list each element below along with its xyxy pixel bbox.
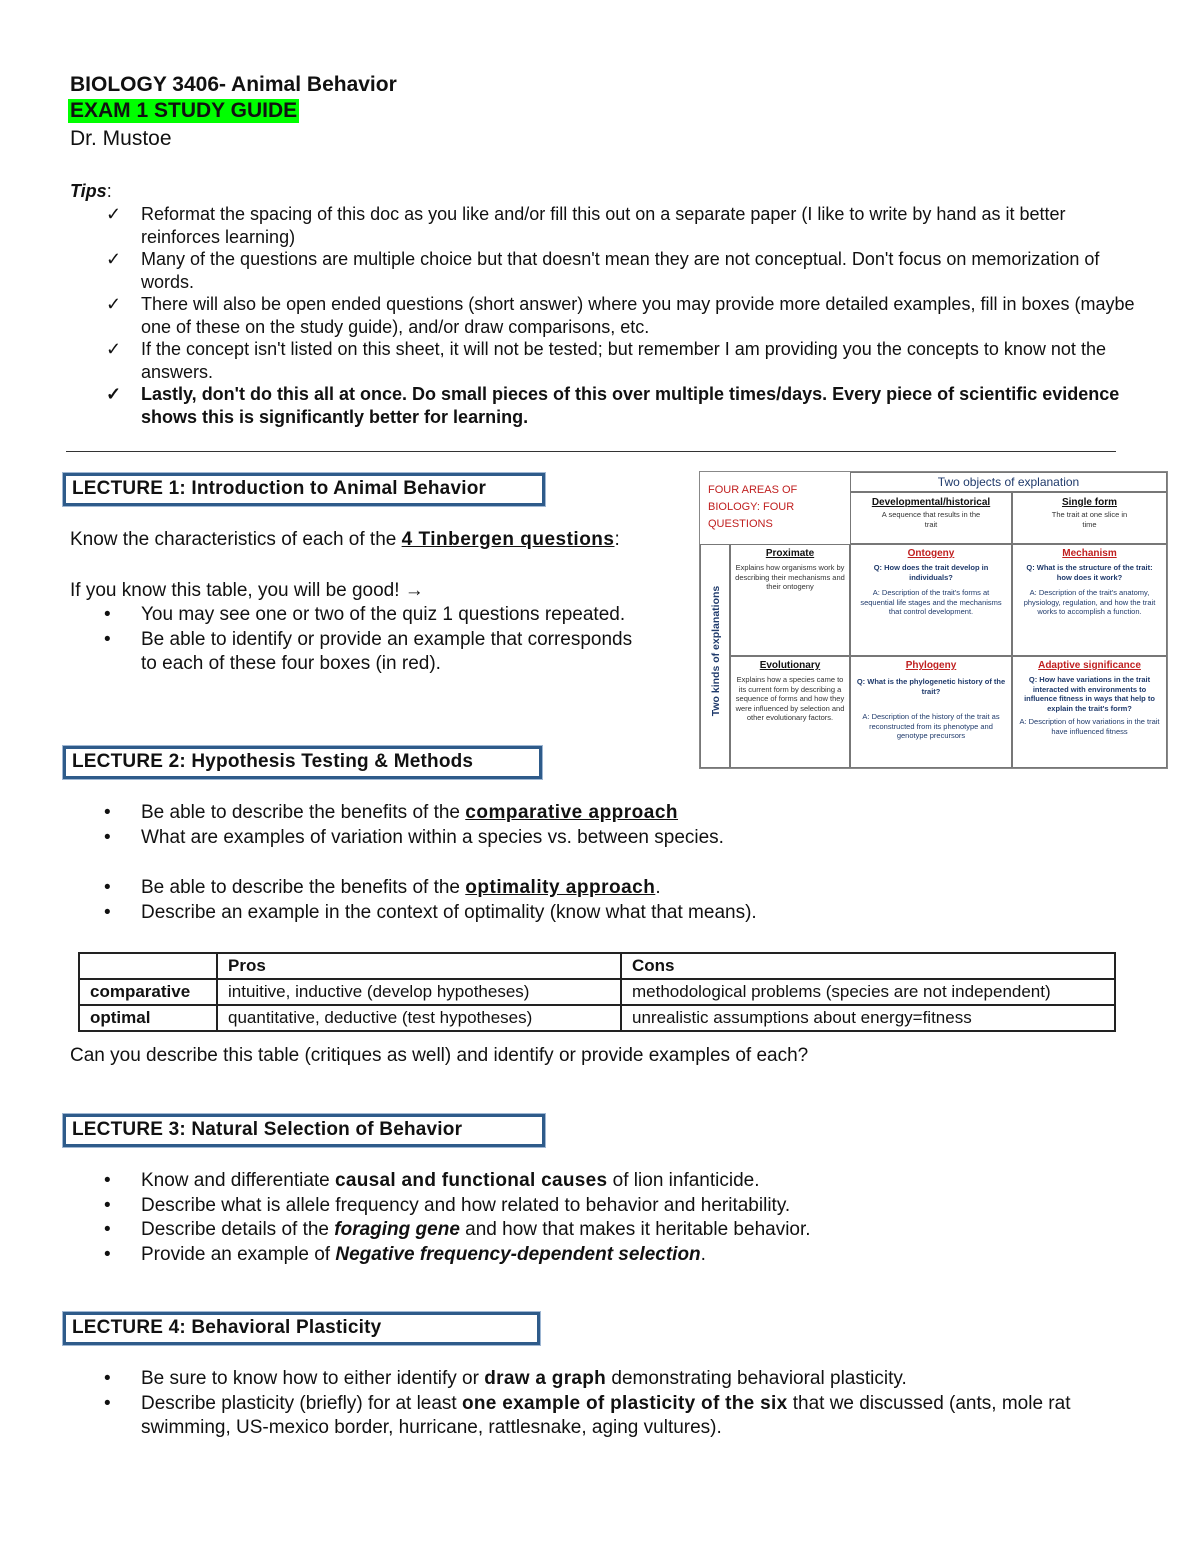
- table-cell: unrealistic assumptions about energy=fitness: [621, 1005, 1115, 1031]
- graph-post: demonstrating behavioral plasticity.: [606, 1368, 907, 1389]
- row-evolutionary-desc: Explains how a species came to its current form by describing a sequence of forms and how they were influenced by selection and other evolutionary factors.: [735, 675, 845, 722]
- exam-title: EXAM 1 STUDY GUIDE: [70, 99, 298, 122]
- check-icon: ✓: [106, 204, 122, 224]
- tinbergen-pre: Know the characteristics of each of the: [70, 529, 402, 550]
- row-proximate-title: Proximate: [765, 548, 815, 559]
- row-evolutionary-title: Evolutionary: [759, 660, 821, 671]
- infanticide-key: causal and functional causes: [335, 1170, 608, 1191]
- list-item-text: [141, 1367, 1101, 1391]
- exam-title-wrap: [68, 99, 299, 123]
- mechanism-cell: [1012, 544, 1167, 656]
- ontogeny-question: Q: How does the trait develop in individuals?: [873, 563, 989, 582]
- adaptive-answer: A: Description of how variations in the trait have influenced fitness: [1019, 717, 1160, 736]
- lecture-3-heading: LECTURE 3: Natural Selection of Behavior: [63, 1114, 545, 1147]
- mechanism-question: Q: What is the structure of the trait: how does it work?: [1026, 563, 1153, 582]
- graph-key: draw a graph: [484, 1368, 607, 1389]
- foraging-key: foraging gene: [334, 1219, 460, 1240]
- col-developmental-title: Developmental/historical: [871, 497, 991, 508]
- table-row: [79, 979, 1115, 1005]
- plasticity-key: one example of plasticity of the six: [462, 1393, 788, 1414]
- foraging-post: and how that makes it heritable behavior.: [459, 1219, 811, 1240]
- course-title: BIOLOGY 3406- Animal Behavior: [70, 73, 397, 96]
- bullet-icon: •: [104, 877, 111, 898]
- pros-cons-table: [78, 952, 1116, 1032]
- col-developmental-desc: A sequence that results in the trait: [881, 510, 981, 529]
- bullet-icon: •: [104, 902, 111, 923]
- adaptive-title: Adaptive significance: [1038, 660, 1141, 671]
- list-item-text: Describe an example in the context of optimality (know what that means).: [141, 902, 757, 923]
- comparative-key: comparative approach: [465, 802, 679, 823]
- bullet-icon: •: [104, 1219, 111, 1240]
- tips-colon: :: [106, 181, 112, 201]
- four-areas-title-cell: [700, 472, 850, 544]
- ontogeny-title: Ontogeny: [907, 548, 955, 559]
- side-label-cell: [700, 544, 730, 768]
- table-cell: intuitive, inductive (develop hypotheses): [217, 979, 621, 1005]
- table-header-cell: Cons: [621, 953, 1115, 979]
- list-item-text: [141, 801, 1101, 825]
- table-header-cell: [79, 953, 217, 979]
- objects-header: Two objects of explanation: [850, 472, 1167, 492]
- tips-heading-text: Tips: [70, 181, 107, 201]
- nfds-key: Negative frequency-dependent selection: [335, 1244, 701, 1265]
- tinbergen-key: 4 Tinbergen questions: [401, 529, 615, 550]
- nfds-pre: Provide an example of: [141, 1244, 336, 1265]
- plasticity-pre: Describe plasticity (briefly) for at least: [141, 1393, 462, 1414]
- comparative-pre: Be able to describe the benefits of the: [141, 802, 466, 823]
- list-item-text: Be able to identify or provide an example that corresponds to each of these four boxes (in red).: [141, 629, 633, 674]
- professor-name: Dr. Mustoe: [70, 127, 172, 150]
- lecture-4-heading: LECTURE 4: Behavioral Plasticity: [63, 1312, 540, 1345]
- adaptive-question: Q: How have variations in the trait interacted with environments to influence fitness in ways that help to explain the trait's form?: [1024, 675, 1155, 713]
- table-cell: comparative: [79, 979, 217, 1005]
- adaptive-cell: [1012, 656, 1167, 768]
- table-row: [79, 953, 1115, 979]
- ontogeny-answer: A: Description of the trait's forms at sequential life stages and the mechanisms that control development.: [860, 588, 1002, 616]
- ontogeny-cell: [850, 544, 1012, 656]
- bullet-icon: •: [104, 1393, 111, 1414]
- row-proximate-desc: Explains how organisms work by describing their mechanisms and their ontogeny: [735, 563, 845, 591]
- col-single-form: [1012, 492, 1167, 544]
- table-header-cell: Pros: [217, 953, 621, 979]
- optimality-pre: Be able to describe the benefits of the: [141, 877, 466, 898]
- table-question: Can you describe this table (critiques as well) and identify or provide examples of each?: [70, 1045, 809, 1066]
- phylogeny-cell: [850, 656, 1012, 768]
- optimality-post: .: [655, 877, 661, 898]
- bullet-icon: •: [104, 827, 111, 848]
- tip-text: There will also be open ended questions (short answer) where you may provide more detailed examples, fill in boxes (maybe one of these on the study guide), and/or draw comparisons, etc.: [141, 294, 1135, 337]
- side-label: Two kinds of explanations: [710, 585, 722, 717]
- list-item-text: You may see one or two of the quiz 1 questions repeated.: [141, 604, 626, 625]
- col-developmental: [850, 492, 1012, 544]
- tinbergen-post: :: [614, 529, 620, 550]
- tips-heading: [70, 181, 112, 202]
- bullet-icon: •: [104, 1170, 111, 1191]
- bullet-icon: •: [104, 1368, 111, 1389]
- tinbergen-line: [70, 529, 620, 551]
- table-row: [79, 1005, 1115, 1031]
- lecture-2-heading: LECTURE 2: Hypothesis Testing & Methods: [63, 746, 542, 779]
- mechanism-answer: A: Description of the trait's anatomy, physiology, regulation, and how the trait works to accomplish a function.: [1023, 588, 1156, 616]
- foraging-pre: Describe details of the: [141, 1219, 335, 1240]
- graph-pre: Be sure to know how to either identify or: [141, 1368, 485, 1389]
- tip-text: Lastly, don't do this all at once. Do small pieces of this over multiple times/days. Every piece of scientific evidence shows this is significantly better for learning.: [141, 384, 1120, 427]
- list-item-text: [141, 1392, 1101, 1440]
- tip-text: If the concept isn't listed on this sheet, it will not be tested; but remember I am providing you the concepts to know not the answers.: [141, 339, 1106, 382]
- phylogeny-question: Q: What is the phylogenetic history of the trait?: [856, 677, 1006, 696]
- optimality-key: optimality approach: [465, 877, 656, 898]
- check-icon: ✓: [106, 249, 122, 269]
- row-proximate: [730, 544, 850, 656]
- check-icon: ✓: [106, 294, 122, 314]
- list-item-text: What are examples of variation within a species vs. between species.: [141, 827, 724, 848]
- bullet-icon: •: [104, 1244, 111, 1265]
- list-item-text: [141, 876, 1101, 900]
- bullet-icon: •: [104, 802, 111, 823]
- divider: [66, 451, 1116, 452]
- table-note: If you know this table, you will be good! →: [70, 580, 424, 601]
- phylogeny-answer: A: Description of the history of the trait as reconstructed from its phenotype and genotype precursors: [862, 712, 1000, 740]
- check-icon: ✓: [106, 339, 122, 359]
- list-item-text: [141, 1243, 1101, 1267]
- row-evolutionary: [730, 656, 850, 768]
- phylogeny-title: Phylogeny: [905, 660, 957, 671]
- list-item-text: [141, 1218, 1101, 1242]
- four-areas-title: FOUR AREAS OF BIOLOGY: FOUR QUESTIONS: [708, 484, 798, 530]
- bullet-icon: •: [104, 604, 111, 625]
- bullet-icon: •: [104, 629, 111, 650]
- infanticide-post: of lion infanticide.: [607, 1170, 760, 1191]
- col-single-form-title: Single form: [1061, 497, 1117, 508]
- bullet-icon: •: [104, 1195, 111, 1216]
- plasticity-post: that we discussed (ants, mole rat swimming, US-mexico border, hurricane, rattlesnake, aging vultures).: [141, 1393, 1071, 1438]
- table-cell: quantitative, deductive (test hypotheses): [217, 1005, 621, 1031]
- nfds-post: .: [700, 1244, 706, 1265]
- table-cell: methodological problems (species are not independent): [621, 979, 1115, 1005]
- lecture-1-heading: LECTURE 1: Introduction to Animal Behavior: [63, 473, 545, 506]
- infanticide-pre: Know and differentiate: [141, 1170, 336, 1191]
- table-cell: optimal: [79, 1005, 217, 1031]
- list-item-text: [141, 1169, 1101, 1193]
- tip-text: Many of the questions are multiple choice but that doesn't mean they are not conceptual. Don't focus on memorization of words.: [141, 249, 1100, 292]
- tip-text: Reformat the spacing of this doc as you like and/or fill this out on a separate paper (I like to write by hand as it better reinforces learning): [141, 204, 1066, 247]
- mechanism-title: Mechanism: [1062, 548, 1117, 559]
- check-icon: ✓: [106, 384, 122, 404]
- col-single-form-desc: The trait at one slice in time: [1051, 510, 1128, 529]
- four-areas-table: [699, 471, 1168, 769]
- list-item-text: Describe what is allele frequency and how related to behavior and heritability.: [141, 1195, 791, 1216]
